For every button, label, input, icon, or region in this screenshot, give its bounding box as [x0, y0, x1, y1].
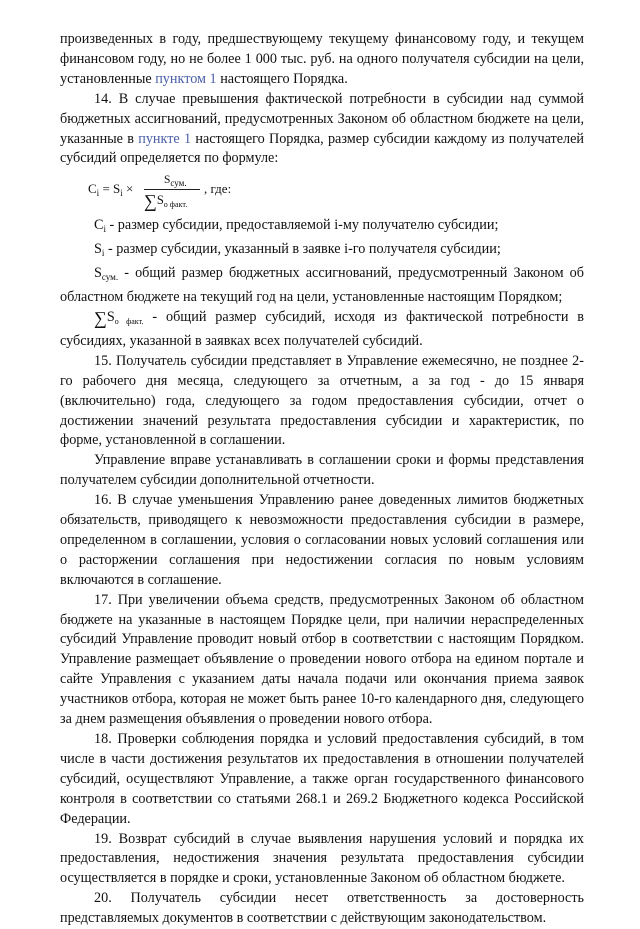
- fraction-bar: [144, 189, 200, 190]
- definition-sumfact: $\sum S_{о факт.}$ - общий размер субсидий, исходя из фактической потребности в субсидиях, указанной в заявках всех получателей субсидий.: [60, 307, 584, 349]
- definition-ssum: $S_{сум.}$ - общий размер бюджетных ассигнований, предусмотренный Законом об областном бюджете на текущий год на цели, установленные настоящим Порядком;: [60, 265, 584, 306]
- paragraph-18: 18. Проверки соблюдения порядка и условий предоставления субсидий, в том числе в части достижения результатов их предоставления в отношении получателей субсидий, осуществляют Управление, а также орган государственного финансового контроля в соответствии со статьями 268.1 и 269.2 Бюджетного кодекса Российской Федерации.: [60, 731, 584, 827]
- text: 14. В случае превышения фактической потребности в субсидии над суммой бюджетных ассигнований, предусмотренных Законом об областном бюджете на цели, указанные в: [60, 90, 584, 147]
- formula-numerator: $S_{сум.}$: [164, 174, 187, 189]
- paragraph-15: 15. Получатель субсидии представляет в Управление ежемесячно, не позднее 2-го рабочего дня месяца, следующего за отчетным, а за год - до 15 января (включительно) года, следующего за годом предоставления субсидии, отчет о достижении значений результата предоставления субсидии и характеристик, по форме, установленной в соглашении.: [60, 352, 584, 449]
- formula-lhs: $C_i = S_i$ ×: [88, 181, 134, 199]
- definition-ci: $C_i$ - размер субсидии, предоставляемой i-му получателю субсидии;: [94, 217, 499, 235]
- paragraph-15-reporting: Управление вправе устанавливать в соглашении сроки и формы представления получателем субсидии дополнительной отчетности.: [60, 452, 584, 489]
- formula-tail: , где:: [204, 181, 232, 197]
- paragraph-17: 17. При увеличении объема средств, предусмотренных Законом об областном бюджете на указанные в настоящем Порядке цели, при наличии нераспределенных субсидий Управление проводит новый отбор в соответствии с настоящим Порядком. Управление размещает объявление о проведении нового отбора на едином портале и сайте Управления с указанием даты начала подачи или окончания приема заявок участников отбора, которая не может быть ранее 10-го календарного дня, следующего за днем размещения объявления о проведении нового отбора.: [60, 591, 584, 728]
- subsidy-formula: [60, 169, 584, 215]
- link-punkt-1[interactable]: пунктом 1: [155, 70, 217, 87]
- paragraph-16: 16. В случае уменьшения Управлению ранее доведенных лимитов бюджетных обязательств, приводящего к невозможности предоставления субсидии в размере, определенном в соглашении, условия о согласовании новых условий соглашения или о расторжении соглашения при недостижении согласия по новым условиям включаются в соглашение.: [60, 492, 584, 588]
- paragraph-continuation: [60, 30, 584, 90]
- text: настоящего Порядка.: [216, 70, 348, 87]
- definition-si: $S_i$ - размер субсидии, указанный в заявке i-го получателя субсидии;: [94, 241, 501, 259]
- text: настоящего Порядка, размер субсидии каждому из получателей субсидий определяется по формуле:: [60, 130, 585, 167]
- paragraph-14: [60, 90, 584, 170]
- document-page: [60, 30, 584, 929]
- text: произведенных в году, предшествующему текущему финансовому году, и текущем финансовом году, но не более 1 000 тыс. руб. на одного получателя субсидии на цели, установленные: [60, 31, 584, 87]
- paragraph-19: 19. Возврат субсидий в случае выявления нарушения условий и порядка их предоставления, недостижения значения результата предоставления субсидии осуществляется в порядке и сроки, установленные Законом об областном бюджете.: [60, 830, 584, 887]
- formula-denominator: $\sum S_{о факт.}$: [144, 191, 188, 212]
- link-punkt-1[interactable]: пункте 1: [138, 130, 192, 147]
- paragraph-20: 20. Получатель субсидии несет ответственность за достоверность представляемых документов в соответствии с действующим законодательством.: [60, 890, 584, 927]
